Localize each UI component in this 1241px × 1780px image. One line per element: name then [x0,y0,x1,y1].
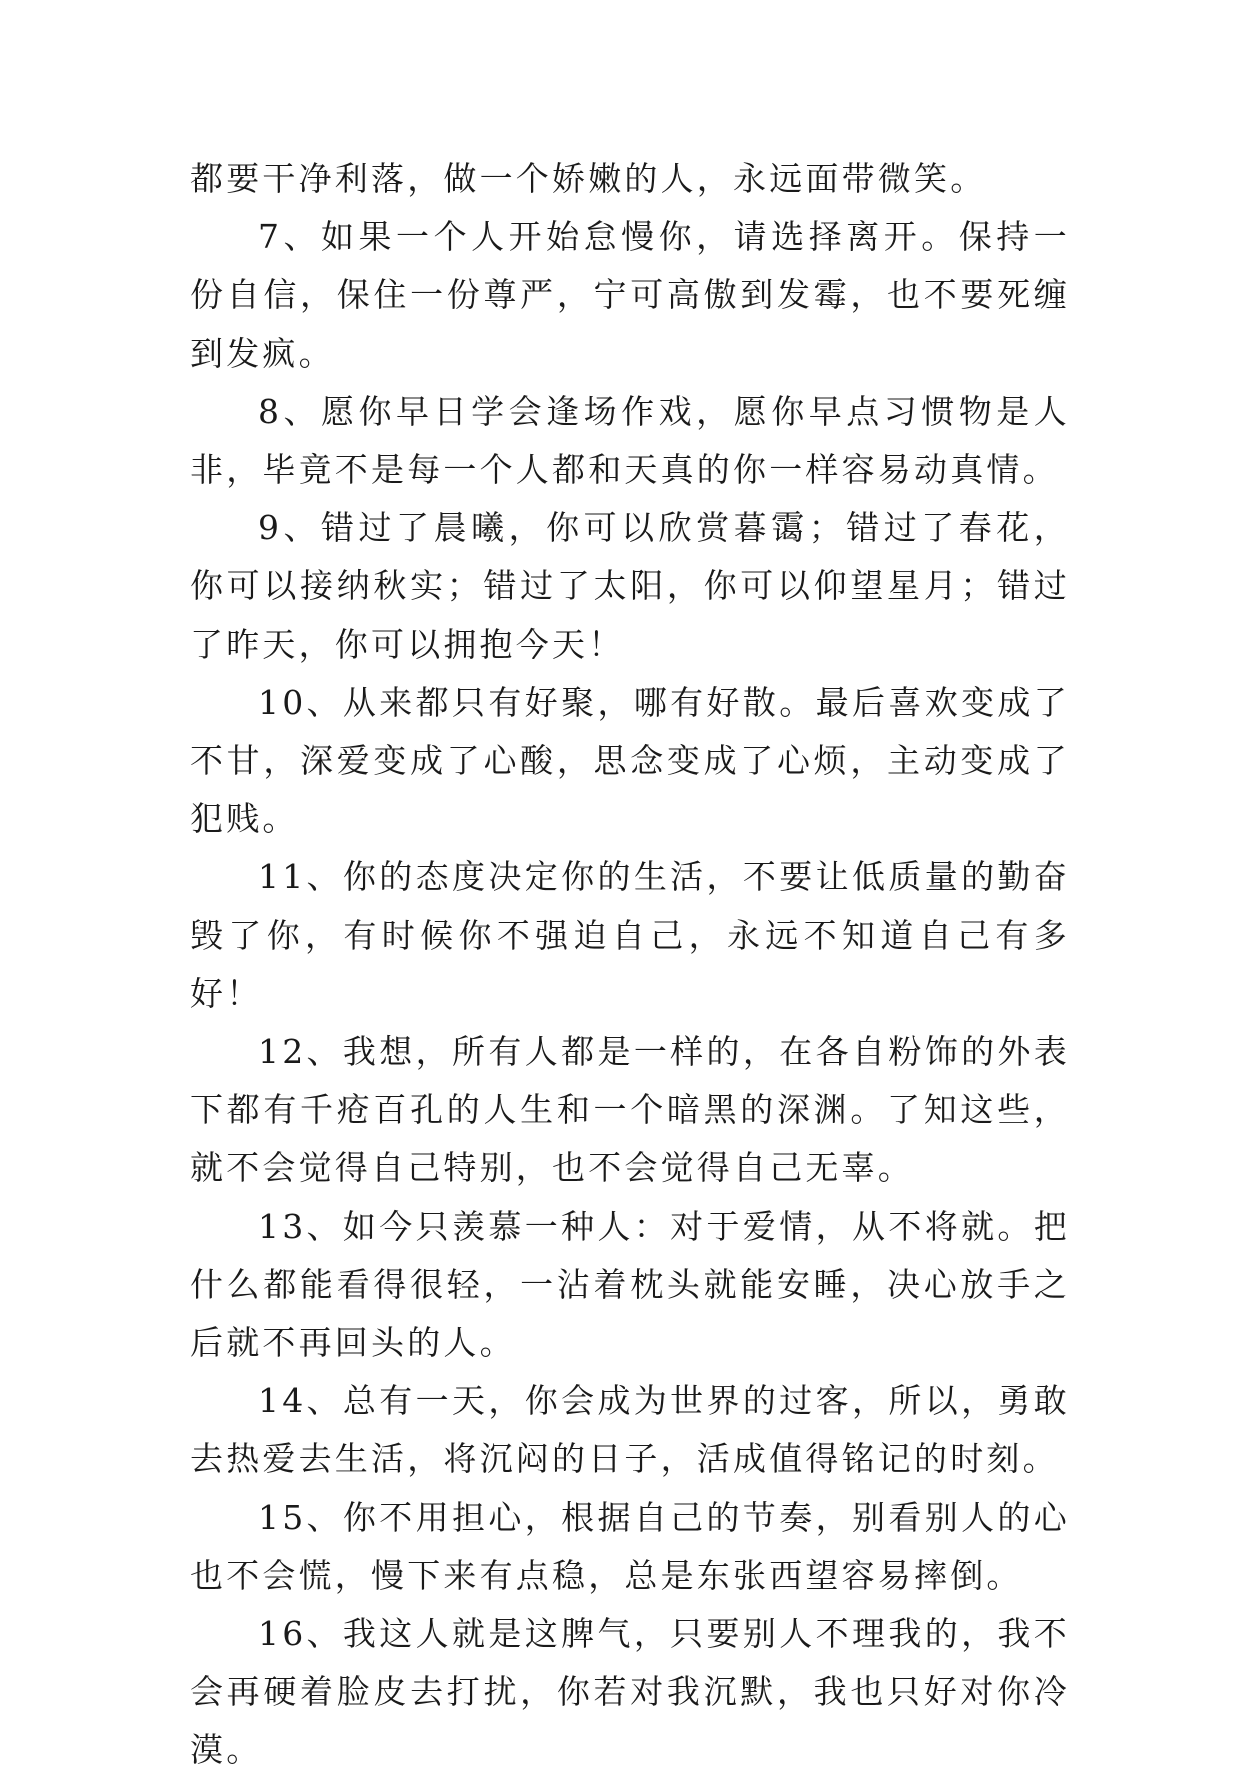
document-body [190,150,1070,1780]
paragraph-item-9: 9、错过了晨曦，你可以欣赏暮霭；错过了春花，你可以接纳秋实；错过了太阳，你可以仰望星月；错过了昨天，你可以拥抱今天！ [190,508,1070,664]
paragraph-item-16: 16、我这人就是这脾气，只要别人不理我的，我不会再硬着脸皮去打扰，你若对我沉默，我也只好对你冷漠。 [190,1614,1070,1770]
paragraph-continuation: 都要干净利落，做一个娇嫩的人，永远面带微笑。 [190,159,987,198]
paragraph-item-7: 7、如果一个人开始怠慢你，请选择离开。保持一份自信，保住一份尊严，宁可高傲到发霉，也不要死缠到发疯。 [190,217,1070,373]
paragraph-item-12: 12、我想，所有人都是一样的，在各自粉饰的外表下都有千疮百孔的人生和一个暗黑的深渊。了知这些，就不会觉得自己特别，也不会觉得自己无辜。 [190,1032,1070,1188]
paragraph-item-11: 11、你的态度决定你的生活，不要让低质量的勤奋毁了你，有时候你不强迫自己，永远不知道自己有多好！ [190,857,1070,1013]
paragraph-item-10: 10、从来都只有好聚，哪有好散。最后喜欢变成了不甘，深爱变成了心酸，思念变成了心烦，主动变成了犯贱。 [190,682,1070,839]
paragraph-item-14: 14、总有一天，你会成为世界的过客，所以，勇敢去热爱去生活，将沉闷的日子，活成值得铭记的时刻。 [190,1381,1070,1479]
paragraph-item-8: 8、愿你早日学会逢场作戏，愿你早点习惯物是人非，毕竟不是每一个人都和天真的你一样容易动真情。 [190,391,1070,490]
paragraph-item-13: 13、如今只羡慕一种人：对于爱情，从不将就。把什么都能看得很轻，一沾着枕头就能安睡，决心放手之后就不再回头的人。 [190,1206,1070,1363]
paragraph-item-15: 15、你不用担心，根据自己的节奏，别看别人的心也不会慌，慢下来有点稳，总是东张西望容易摔倒。 [190,1497,1070,1595]
